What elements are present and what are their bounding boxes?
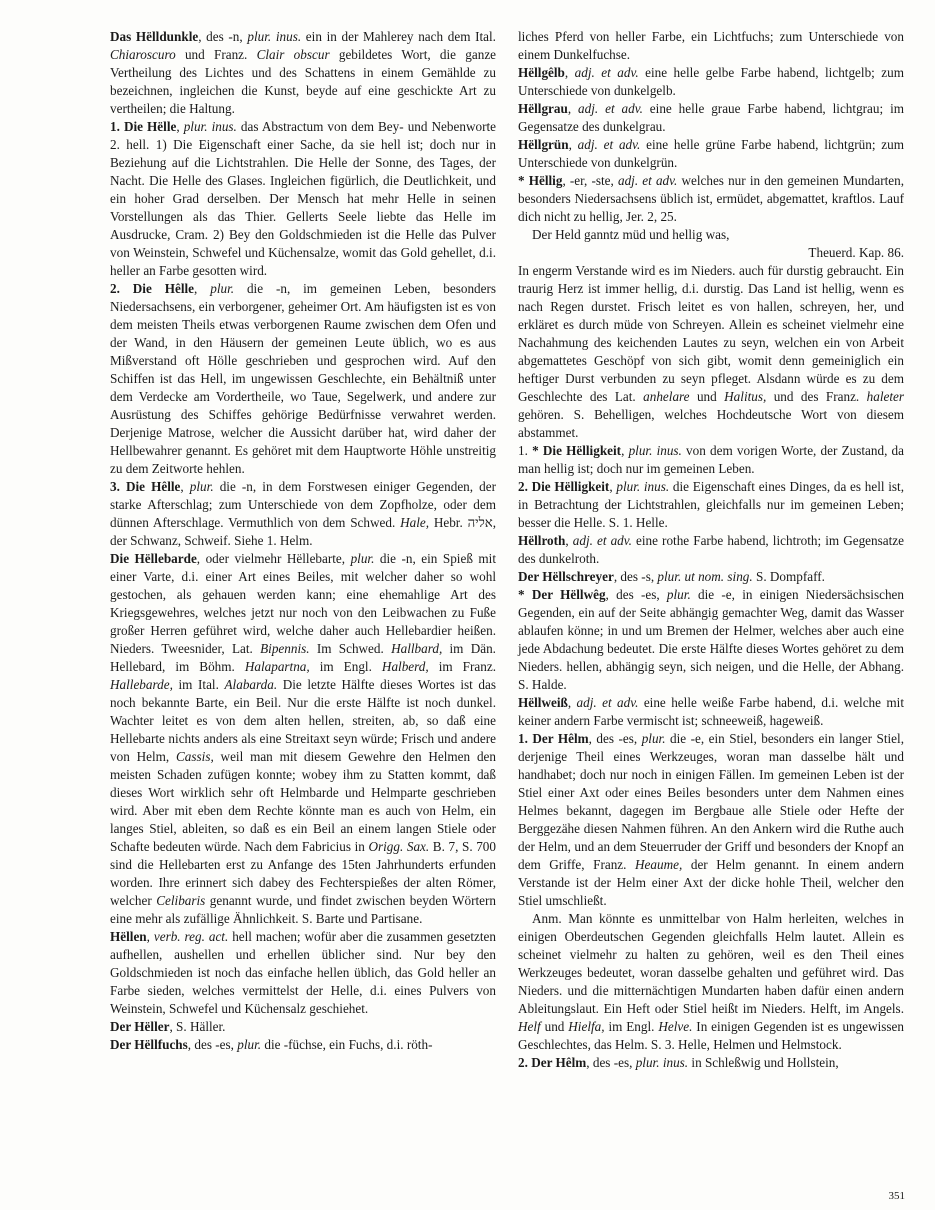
dictionary-entry <box>518 730 904 910</box>
entry-text: , des -es, <box>605 587 667 602</box>
italic-text: plur. inus. <box>635 1055 689 1070</box>
entry-text: und <box>540 1019 569 1034</box>
italic-text: adj. et adv. <box>572 533 632 548</box>
headword: Der Hëllfuchs <box>110 1037 188 1052</box>
italic-text: Origg. Sax. <box>368 839 430 854</box>
entry-text: die -füchse, ein Fuchs, d.i. röth- <box>261 1037 433 1052</box>
entry-text: und des Franz. <box>766 389 867 404</box>
headword: * Die Hëlligkeit <box>532 443 622 458</box>
dictionary-entry <box>110 280 496 478</box>
italic-text: plur. <box>666 587 691 602</box>
entry-text: Im Schwed. <box>309 641 392 656</box>
entry-text: , oder vielmehr Hëllebarte, <box>196 551 351 566</box>
dictionary-entry <box>518 442 904 478</box>
dictionary-entry <box>518 136 904 172</box>
italic-text: adj. et adv. <box>617 173 678 188</box>
italic-text: adj. et adv. <box>574 65 639 80</box>
headword: 3. Die Hêlle <box>110 479 181 494</box>
dictionary-entry <box>518 532 904 568</box>
dictionary-entry <box>518 226 904 244</box>
entry-text: gehören. S. Behelligen, welches Hochdeutsche Wort von diesem abstammet. <box>518 407 904 440</box>
entry-text: eine helle graue Farbe habend, lichtgrau; im Gegensatze des dunkelgrau. <box>518 101 904 134</box>
entry-text: , <box>564 65 575 80</box>
headword: 1. Der Hêlm <box>518 731 589 746</box>
right-column <box>518 28 904 1072</box>
italic-text: Bipennis. <box>260 641 310 656</box>
headword: Der Hëllschreyer <box>518 569 614 584</box>
headword: Hëllweiß <box>518 695 568 710</box>
italic-text: plur. inus. <box>628 443 682 458</box>
dictionary-entry <box>110 1036 496 1054</box>
entry-text: ein in der Mahlerey nach dem Ital. <box>301 29 496 44</box>
entry-text: S. Dompfaff. <box>752 569 825 584</box>
page-number: 351 <box>888 1190 905 1202</box>
italic-text: Hale, <box>400 515 430 530</box>
entry-text: , des -es, <box>586 1055 636 1070</box>
headword: Hëllgrün <box>518 137 569 152</box>
entry-text: In einigen Gegenden ist es ungewissen Geschlechtes, das Helm. S. 3. Helle, Helmen und Helmstock. <box>518 1019 904 1052</box>
italic-text: Cassis, <box>176 749 214 764</box>
headword: 2. Die Hêlle <box>110 281 195 296</box>
italic-text: Halitus, <box>724 389 767 404</box>
entry-text: welches nur in den gemeinen Mundarten, besonders Niedersachsens üblich ist, ermüdet, abgemattet, kraftlos. Lauf dich nicht zu hellig, Jer. 2, 25. <box>518 173 905 224</box>
dictionary-entry <box>518 478 904 532</box>
dictionary-entry <box>518 910 904 1054</box>
headword: 1. Die Hëlle <box>110 119 177 134</box>
entry-text: hell machen; wofür aber die zusammen gesetzten aufhellen, aushellen und erhellen üblicher sind. Nur bey den Goldschmieden ist noch das einfache hellen üblich, das Gold heller an Farbe sieden, welches vermittelst der Helle, d.i. eines Pulvers von Weinstein, Schwefel und Küchensalz geschiehet. <box>110 929 496 1016</box>
entry-text: B. 7, S. 700 sind die Hellebarten erst zu Anfange des 15ten Jahrhunderts erfunden worden. Ihre erinnert sich dabey des Fechterspießes der alten Römer, welcher <box>110 839 496 908</box>
entry-text: genannt wurde, und findet zwischen beyden Wörtern eine mehr als zufällige Ähnlichkeit. S. Barte und Partisane. <box>110 893 497 926</box>
italic-text: Helve. <box>658 1019 693 1034</box>
italic-text: plur. ut nom. sing. <box>657 569 753 584</box>
entry-text: , des -s, <box>613 569 658 584</box>
entry-text: , <box>565 533 573 548</box>
entry-text: , <box>567 101 579 116</box>
entry-text: im Ital. <box>172 677 225 692</box>
entry-text: und Franz. <box>175 47 257 62</box>
entry-text: , <box>176 119 184 134</box>
italic-text: anhelare <box>643 389 690 404</box>
entry-text: , <box>609 479 617 494</box>
entry-text: Theuerd. Kap. 86. <box>808 245 904 260</box>
entry-text: , <box>621 443 629 458</box>
entry-text: Anm. Man könnte es unmittelbar von Halm herleiten, welches in einigen Oberdeutschen Gegenden gleichfalls Helm lautet. Allein es scheinet vielmehr zu halten zu gehören, weil es den Theil eines Werkzeuges bedeutet, woran dasselbe gehalten und geführet wird. Das Nieders. und die mitternächtigen Mundarten haben dafür einen andern Ableitungslaut. Ein Heft oder Stiel heißt im Nieders. Helft, im Angels. <box>518 911 904 1016</box>
entry-text: eine rothe Farbe habend, lichtroth; im Gegensatze des dunkelroth. <box>518 533 904 566</box>
italic-text: Halberd, <box>381 659 429 674</box>
italic-text: plur. inus. <box>616 479 670 494</box>
entry-text: die -n, im gemeinen Leben, besonders Niedersachsens, ein verborgener, geheimer Ort. Am häufigsten ist es von dem meisten Theils etwas verborgenen Raume zwischen dem Ofen und der Wand, in den Häusern der gemeinen Leute üblich, wo es aus Mißverstand oft Hölle geschrieben und gesprochen wird. Auf den Schiffen ist das Hell, im ungewissen Geschlechte, ein Behältniß unter dem Verdecke am Vordertheile, wo Taue, Segelwerk, und andere zur Ausrüstung des Schiffes gehörige Bedürfnisse verwahret werden. Derjenige Matrose, welcher die Aussicht darüber hat, wird daher der Hellbewahrer genannt. Es gehöret mit dem Hauptworte Höhle unstreitig zu dem Zeitworte hehlen. <box>110 281 497 476</box>
entry-text: , <box>180 479 190 494</box>
entry-text: , <box>567 695 577 710</box>
italic-text: plur. <box>641 731 666 746</box>
headword: Hëllroth <box>518 533 566 548</box>
dictionary-entry <box>110 550 496 928</box>
dictionary-entry <box>518 244 904 262</box>
italic-text: plur. <box>189 479 214 494</box>
headword: 2. Der Hêlm <box>518 1055 587 1070</box>
entry-text: Die letzte Hälfte dieses Wortes ist das noch bekannte Barte, ein Beil. Nur die erste Hälfte ist noch dunkel. Wachter leitet es von dem alten hellen, streiten, ab, so daß eine Hellebarte nichts anders als eine Streitaxt seyn würde; Frisch und andere von Helm, <box>110 677 496 764</box>
italic-text: Chiaroscuro <box>110 47 176 62</box>
italic-text: plur. inus. <box>183 119 237 134</box>
italic-text: adj. et adv. <box>578 101 643 116</box>
entry-text: , <box>194 281 211 296</box>
headword: 2. Die Hëlligkeit <box>518 479 610 494</box>
dictionary-entry <box>518 64 904 100</box>
italic-text: Alabarda. <box>224 677 278 692</box>
italic-text: Celibaris <box>156 893 206 908</box>
entry-text: Hebr. אליה, der Schwanz, Schweif. Siehe 1. Helm. <box>110 515 496 548</box>
dictionary-entry <box>110 928 496 1018</box>
entry-text: liches Pferd von heller Farbe, ein Lichtfuchs; zum Unterschiede von einem Dunkelfuchse. <box>518 29 904 62</box>
entry-text: , S. Häller. <box>169 1019 226 1034</box>
entry-text: eine helle gelbe Farbe habend, lichtgelb; zum Unterschiede von dunkelgelb. <box>518 65 904 98</box>
entry-text: und <box>689 389 725 404</box>
entry-text: das Abstractum von dem Bey- und Nebenworte 2. hell. 1) Die Eigenschaft einer Sache, da sie hell ist; doch nur in Beziehung auf die Lichtstrahlen. Die Helle der Sonne, des Tages, der Nacht. Die Helle des Glases. Ingleichen figürlich, die Deutlichkeit, und ein hoher Grad derselben. Der Mensch hat mehr Helle in seinen Vorstellungen als das Thier. Gellerts Seele liebte das Helle im Ausdrucke, Cram. 2) Bey den Goldschmieden ist die Helle das Pulver von Weinstein, Schwefel und Küchensalze, womit das Gold gehellet, d.i. heller an Farbe gesotten wird. <box>110 119 496 278</box>
headword: Hëllgrau <box>518 101 568 116</box>
entry-text: , <box>146 929 154 944</box>
dictionary-entry <box>518 28 904 64</box>
headword: Die Hëllebarde <box>110 551 197 566</box>
italic-text: Heaume, <box>635 857 683 872</box>
italic-text: verb. reg. act. <box>153 929 229 944</box>
entry-text: , des -es, <box>588 731 642 746</box>
entry-text: , <box>568 137 578 152</box>
entry-text: die -n, ein Spieß mit einer Varte, d.i. einer Art eines Beiles, mit welcher daher so wohl gestochen, als gehauen werden kann; eine ehemahlige Art des Kriegsgewehres, welches jetzt nur noch von den Leibwachen zu Fuße großer Herren geführet wird, welche daher auch Hellebardier heißen. Nieders. Tweesnider, Lat. <box>110 551 496 656</box>
entry-text: im Engl. <box>604 1019 659 1034</box>
entry-text: die Eigenschaft eines Dinges, da es hell ist, in Betrachtung der Lichtstrahlen, gleichfalls nur im gemeinen Leben; besser die Helle. S. 1. Helle. <box>518 479 905 530</box>
dictionary-entry <box>518 694 904 730</box>
dictionary-entry <box>518 1054 904 1072</box>
dictionary-entry <box>518 586 904 694</box>
italic-text: plur. inus. <box>247 29 302 44</box>
entry-text: 1. <box>518 443 533 458</box>
dictionary-entry <box>110 478 496 550</box>
dictionary-entry <box>110 28 496 118</box>
headword: * Der Hëllwêg <box>518 587 606 602</box>
italic-text: Hallebarde, <box>110 677 173 692</box>
entry-text: in Schleßwig und Hollstein, <box>688 1055 839 1070</box>
italic-text: adj. et adv. <box>577 137 641 152</box>
italic-text: Helf <box>518 1019 541 1034</box>
entry-text: , -er, -ste, <box>562 173 618 188</box>
entry-text: von dem vorigen Worte, der Zustand, da man hellig ist; doch nur im gemeinen Leben. <box>518 443 905 476</box>
headword: Das Hëlldunkle <box>110 29 199 44</box>
italic-text: plur. <box>237 1037 262 1052</box>
italic-text: adj. et adv. <box>576 695 639 710</box>
headword: Hëllen <box>110 929 147 944</box>
entry-text: , des -es, <box>187 1037 238 1052</box>
italic-text: Clair obscur <box>256 47 330 62</box>
headword: Der Hëller <box>110 1019 170 1034</box>
entry-text: die -e, in einigen Niedersächsischen Gegenden, ein auf der Seite abhängig gemachter Weg, damit das Wasser ablaufen könne; in und um Bremen der Helmer, welches aber auch eine jede Abdachung bedeutet. Die erste Hälfte dieses Wortes gehöret zu dem Nieders. hellen, abhängig seyn, sich neigen, und die Helle, der Abhang. S. Halde. <box>518 587 904 692</box>
entry-text: eine helle grüne Farbe habend, lichtgrün; zum Unterschiede von dunkelgrün. <box>518 137 904 170</box>
entry-text: der Helm genannt. In einem andern Verstande ist der Helm einer Axt der dicke hohle Theil, welcher den Stiel umschließt. <box>518 857 904 908</box>
entry-text: weil man mit diesem Gewehre den Helmen den meisten Schaden zufügen konnte; wobey ihm zu Statten kommt, daß dieses Wort wirklich sehr oft Helmbarde und Helmparte geschrieben wird. Aber mit eben dem Rechte könnte man es auch von Helm, ein langes Stiel, ableiten, so daß es ein Beil an einem langen Stiele oder Schafte bedeuten würde. Nach dem Fabricius in <box>110 749 496 854</box>
entry-text: die -n, in dem Forstwesen einiger Gegenden, der starke Afterschlag; zum Unterschiede von dem Zopfholze, oder dem dünnen Afterschlage. Vermuthlich von dem Schwed. <box>110 479 496 530</box>
dictionary-entry <box>518 568 904 586</box>
italic-text: plur. <box>210 281 235 296</box>
entry-text: Der Held ganntz müd und hellig was, <box>532 227 730 242</box>
italic-text: haleter <box>866 389 905 404</box>
dictionary-entry <box>518 262 904 442</box>
dictionary-entry <box>110 1018 496 1036</box>
dictionary-entry <box>110 118 496 280</box>
dictionary-entry <box>518 100 904 136</box>
headword: Hëllgêlb <box>518 65 565 80</box>
left-column <box>110 28 496 1054</box>
dictionary-entry <box>518 172 904 226</box>
headword: * Hëllig <box>518 173 563 188</box>
italic-text: Hielfa, <box>568 1019 605 1034</box>
entry-text: im Franz. <box>428 659 496 674</box>
entry-text: In engerm Verstande wird es im Nieders. auch für durstig gebraucht. Ein traurig Herz ist immer hellig, d.i. durstig. Das Land ist hellig, wenn es nach Regen durstet. Frisch leitet es von hallen, schreyen, her, und erkläret es durch müde von Schreyen. Allein es scheinet vielmehr eine Nachahmung des keichenden Lautes zu seyn, welchen ein von Arbeit abgemattetes Geschöpf von sich gibt, womit denn gemeiniglich ein heftiger Durst verbunden zu seyn pfleget. Alsdann würde es zu dem Geschlechte des Lat. <box>518 263 904 404</box>
italic-text: plur. <box>350 551 375 566</box>
italic-text: Halapartna, <box>244 659 310 674</box>
entry-text: eine helle weiße Farbe habend, d.i. welche mit keiner andern Farbe vermischt ist; schneeweiß, hageweiß. <box>518 695 904 728</box>
entry-text: gebildetes Wort, die ganze Vertheilung des Lichtes und des Schattens in einem Gemählde zu bezeichnen, ingleichen die Kunst, beyde auf eine geschickte Art zu vertheilen; die Haltung. <box>110 47 497 116</box>
italic-text: Hallbard, <box>391 641 443 656</box>
entry-text: die -e, ein Stiel, besonders ein langer Stiel, derjenige Theil eines Werkzeuges, woran man dasselbe hält und handhabet; doch nur noch in einigen Fällen. Im gemeinen Leben ist der Stiel einer Axt oder eines Beiles besonders unter dem Nahmen eines Helmes bekannt, dagegen im Bergbaue alle Stiele oder Hefte der Berggezähe diesen Nahmen führen. An den Ankern wird die Ruthe auch der Helm, und an dem Steuerruder der Griff und besonders der Knopf an dem Griffe, Franz. <box>518 731 904 872</box>
entry-text: im Dän. Hellebard, im Böhm. <box>110 641 496 674</box>
dictionary-page <box>110 28 905 1168</box>
entry-text: , des -n, <box>198 29 248 44</box>
entry-text: im Engl. <box>309 659 382 674</box>
